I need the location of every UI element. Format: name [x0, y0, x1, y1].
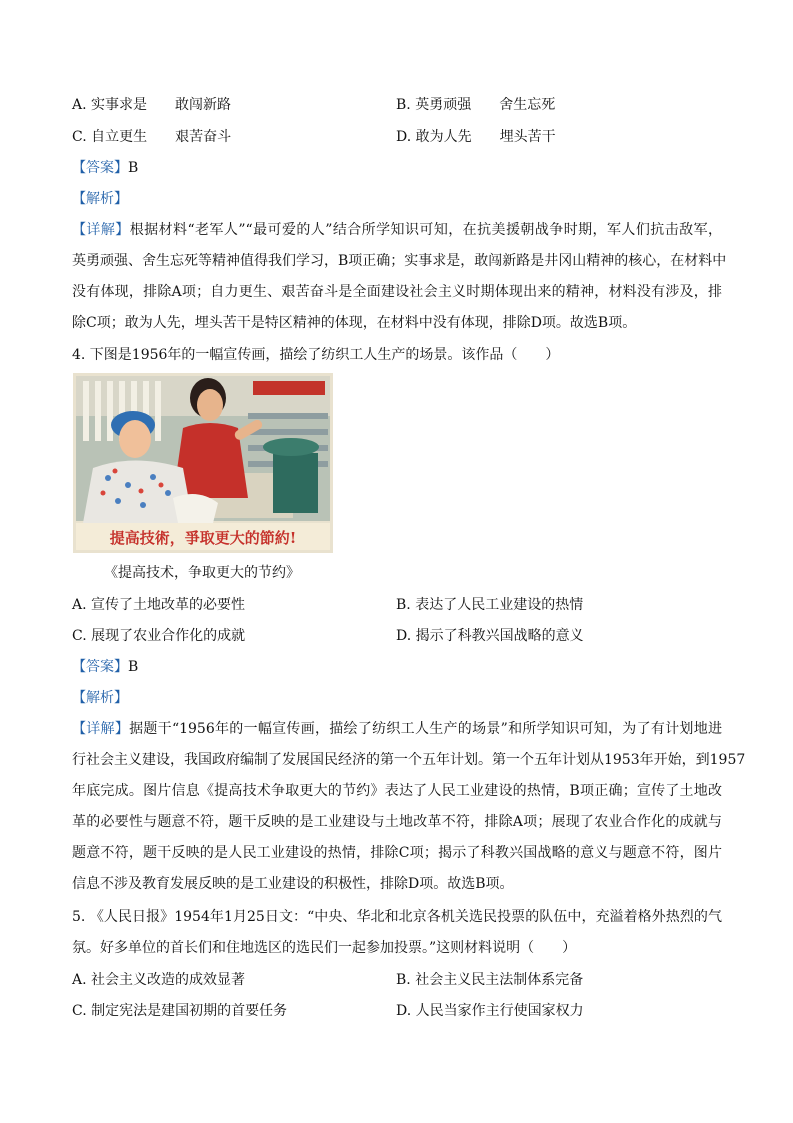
detail-tag: 【详解】 — [72, 222, 130, 238]
q4-stem: 4. 下图是1956年的一幅宣传画，描绘了纺织工人生产的场景。该作品（ ） — [72, 347, 560, 363]
q4-option-a: A. 宣传了土地改革的必要性 — [72, 597, 246, 613]
q4-option-d: D. 揭示了科教兴国战略的意义 — [396, 628, 584, 644]
q4-answer — [72, 657, 138, 677]
q3-answer — [72, 158, 138, 178]
poster-slogan: 提高技術，爭取更大的節約! — [109, 529, 297, 547]
q5-option-d: D. 人民当家作主行使国家权力 — [396, 1003, 584, 1019]
answer-tag: 【答案】 — [72, 659, 128, 675]
image-caption: 《提高技术，争取更大的节约》 — [104, 565, 300, 581]
q3-detail: 【详解】根据材料“老军人”“最可爱的人”结合所学知识可知，在抗美援朝战争时期，军人们抗击敌军， 英勇顽强、舍生忘死等精神值得我们学习，B项正确；实事求是，敢闯新路是井冈山精神的核心，在材料中 没有体现，排除A项；自力更生、艰苦奋斗是全面建设社会主义时期体现出来的精神，材料没有涉及，排 除C项；敢为人先，埋头苦干是特区精神的体现，在材料中没有体现，排除D项。故选B项。 — [72, 222, 727, 331]
detail-tag: 【详解】 — [72, 721, 130, 737]
propaganda-poster-image — [73, 373, 333, 553]
q5-option-a: A. 社会主义改造的成效显著 — [72, 972, 246, 988]
q4-detail: 【详解】据题干“1956年的一幅宣传画，描绘了纺织工人生产的场景”和所学知识可知，为了有计划地进 行社会主义建设，我国政府编制了发展国民经济的第一个五年计划。第一个五年计划从1953年开始，到1957 年底完成。图片信息《提高技术争取更大的节约》表达了人民工业建设的热情，B项正确；宣传了土地改 革的必要性与题意不符，题干反映的是工业建设与土地改革不符，排除A项；展现了农业合作化的成就与 题意不符，题干反映的是人民工业建设的热情，排除C项；揭示了科教兴国战略的意义与题意不符，图片 信息不涉及教育发展反映的是工业建设的积极性，排除D项。故选B项。 — [72, 721, 746, 892]
q3-option-d: D. 敢为人先 埋头苦干 — [396, 129, 556, 145]
answer-value: B — [128, 160, 139, 176]
answer-tag: 【答案】 — [72, 160, 128, 176]
q5-option-b: B. 社会主义民主法制体系完备 — [396, 972, 584, 988]
q5-option-c: C. 制定宪法是建国初期的首要任务 — [72, 1003, 288, 1019]
q4-analysis-tag: 【解析】 — [72, 690, 128, 706]
q4-option-b: B. 表达了人民工业建设的热情 — [396, 597, 584, 613]
banner-graphic — [253, 381, 325, 395]
q3-option-c: C. 自立更生 艰苦奋斗 — [72, 129, 232, 145]
q4-option-c: C. 展现了农业合作化的成就 — [72, 628, 246, 644]
q3-option-b: B. 英勇顽强 舍生忘死 — [396, 97, 556, 113]
q5-stem: 5. 《人民日报》1954年1月25日文：“中央、华北和北京各机关选民投票的队伍中，充溢着格外热烈的气 氛。好多单位的首长们和住地选区的选民们一起参加投票。”这则材料说明（ ） — [72, 909, 722, 956]
answer-value: B — [128, 659, 139, 675]
q3-analysis-tag: 【解析】 — [72, 191, 128, 207]
q3-option-a: A. 实事求是 敢闯新路 — [72, 97, 232, 113]
